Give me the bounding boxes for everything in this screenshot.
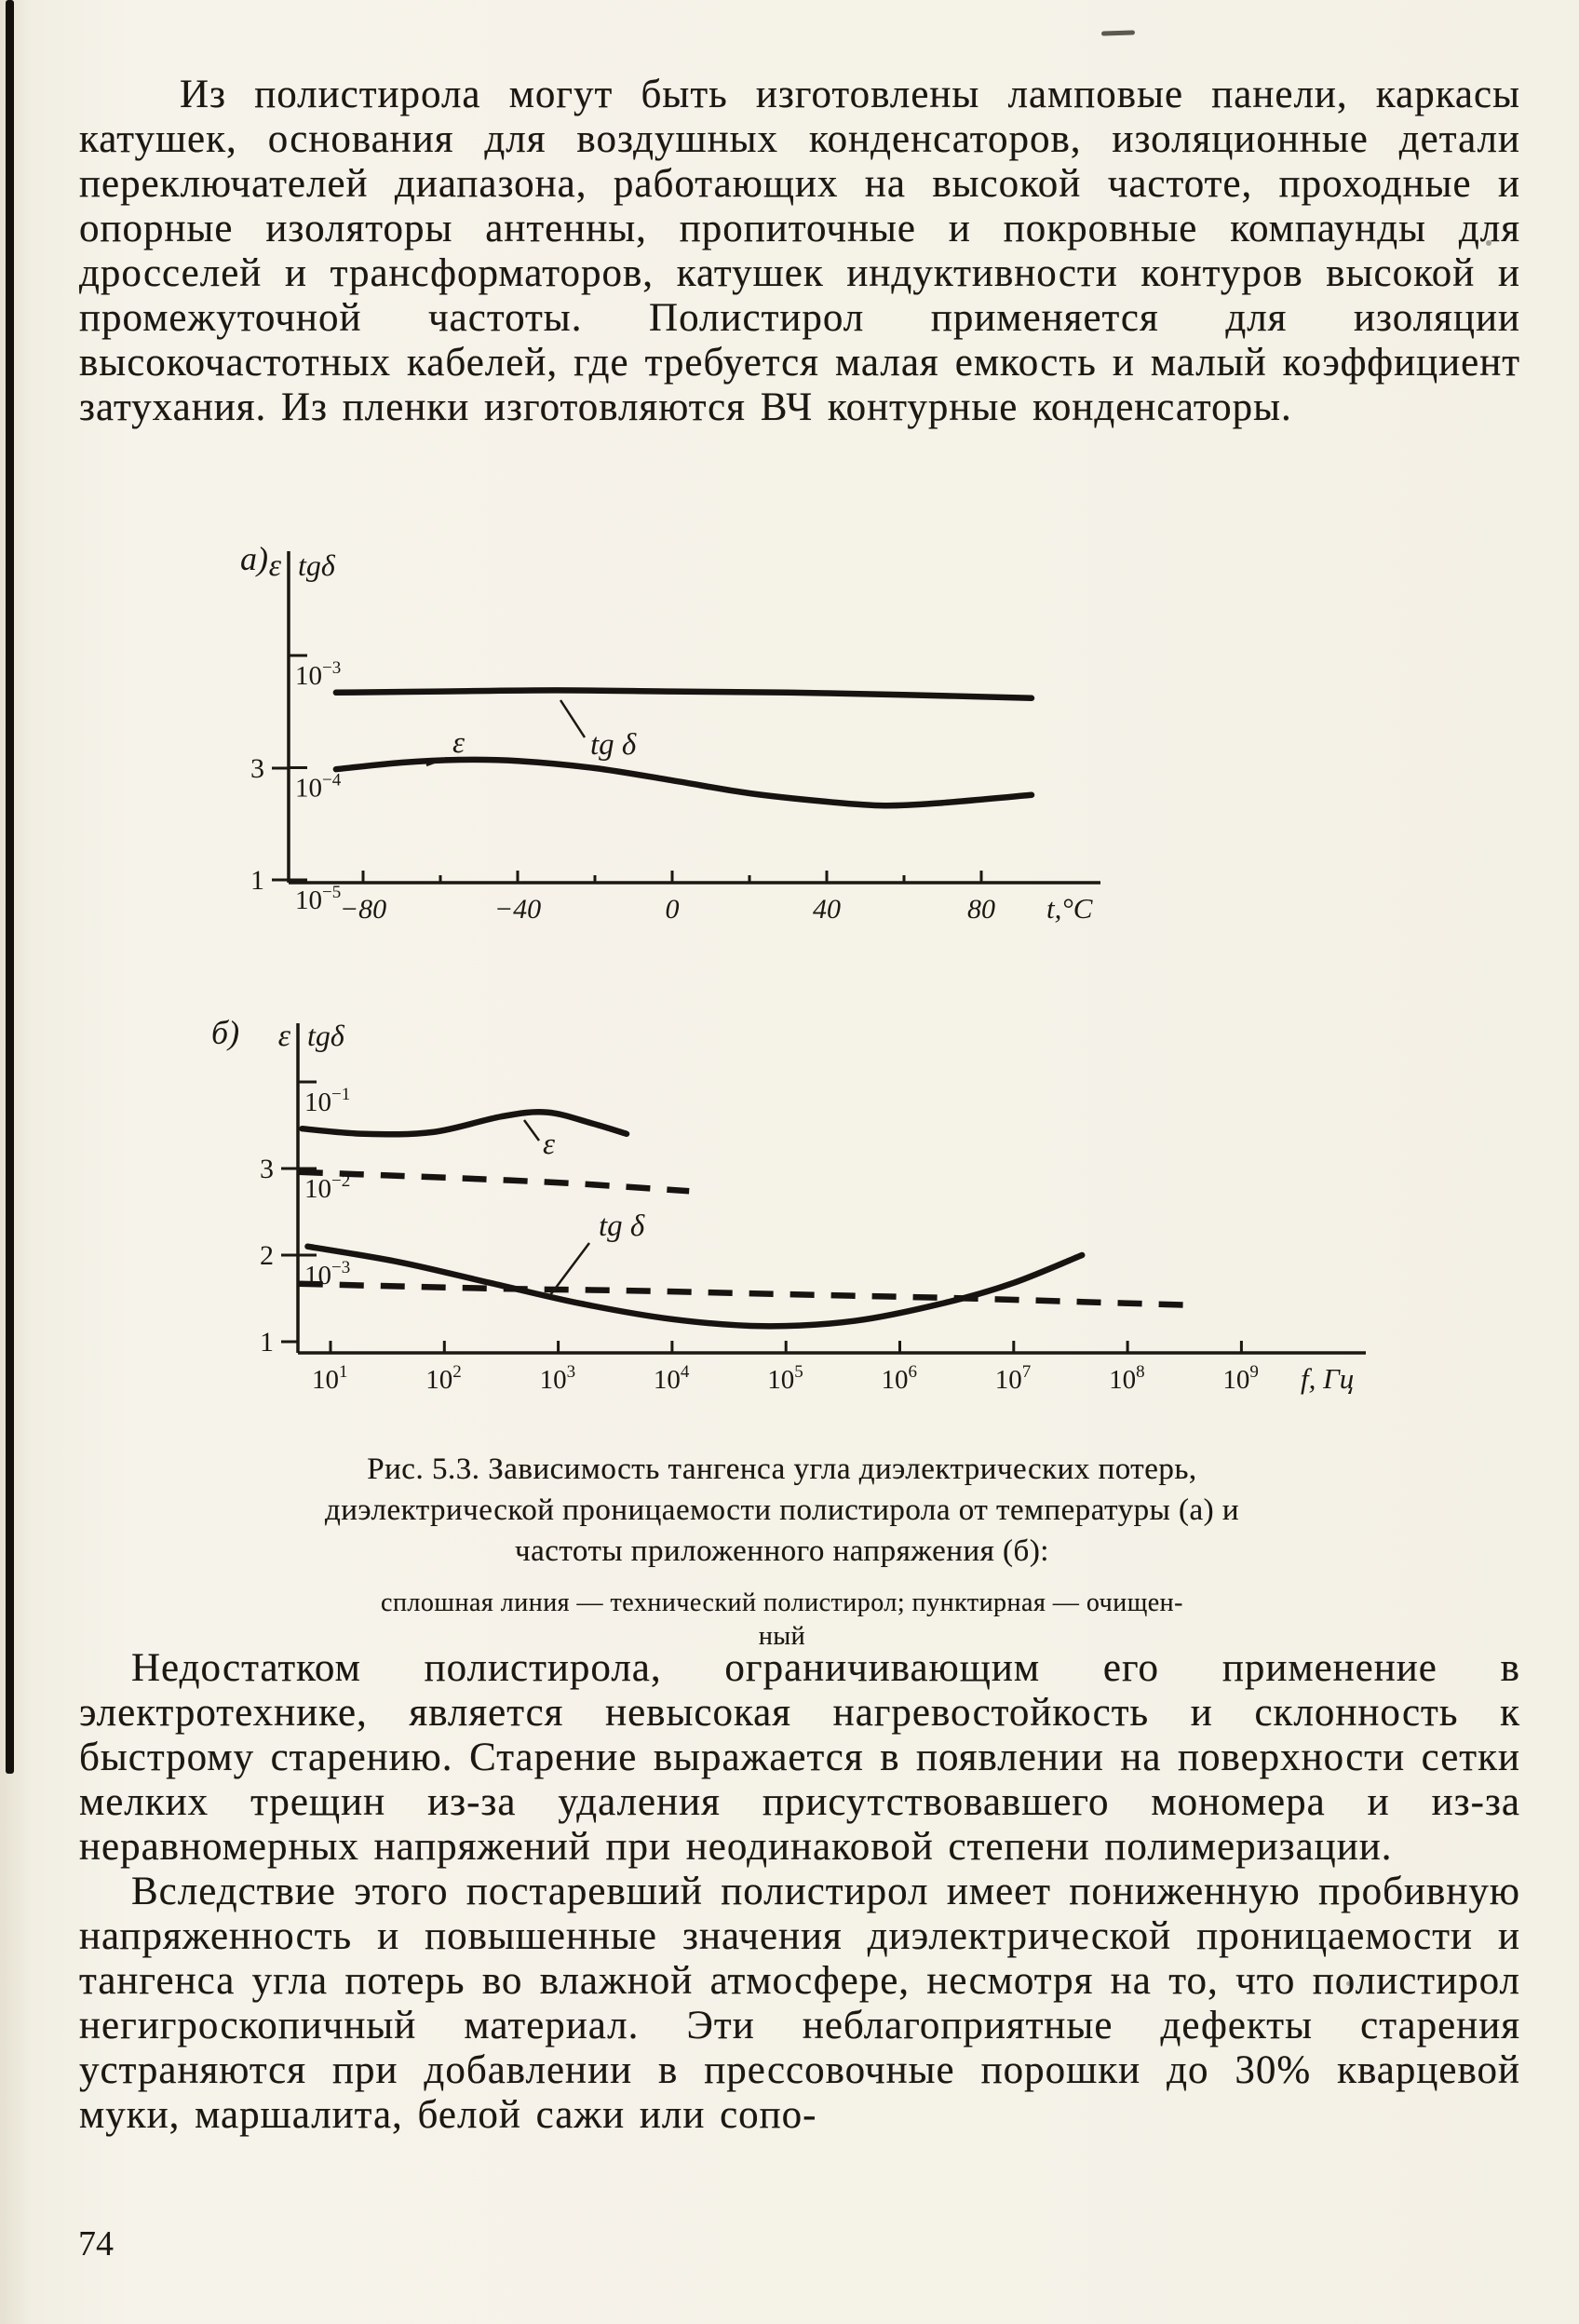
y-log-tick-label: $10^{-4}$: [295, 770, 342, 804]
curve-solid-0: [302, 1112, 627, 1134]
tg-axis-title: tgδ: [307, 1019, 344, 1052]
x-tick-label: $10^6$: [881, 1361, 917, 1395]
x-tick-label: −80: [339, 894, 387, 925]
curve-annotation: tg δ: [599, 1209, 645, 1243]
y-log-tick-label: $10^{-5}$: [295, 882, 342, 915]
x-tick-label: 0: [665, 894, 680, 925]
scan-artifact: [1346, 1981, 1351, 1986]
x-tick-label: $10^2$: [425, 1361, 462, 1395]
scan-artifact: [1101, 30, 1135, 35]
x-tick-label: $10^1$: [312, 1361, 348, 1395]
curve-annotation: ε: [452, 726, 466, 760]
y-log-tick-label: $10^{-1}$: [304, 1084, 351, 1117]
panel-label: б): [211, 1014, 240, 1051]
annotation-leader: [560, 700, 585, 737]
chart-vs-temperature: [214, 531, 1145, 940]
curve-solid-0: [336, 690, 1032, 697]
x-tick-label: $10^4$: [653, 1361, 690, 1395]
panel-label: а): [240, 540, 268, 577]
x-axis-unit: f, Гц: [1301, 1362, 1355, 1395]
y-log-tick-label: $10^{-3}$: [304, 1257, 351, 1290]
page-number: 74: [78, 2224, 114, 2263]
figure-legend-line1: сплошная линия — технический полистирол; пунктирная — очищен-: [381, 1588, 1183, 1617]
x-tick-label: 80: [967, 894, 995, 925]
curve-annotation: tg δ: [590, 728, 637, 762]
figure-caption: Рис. 5.3. Зависимость тангенса угла диэлектрических потерь, диэлектрической проницаемости полистирола от температуры (а) и частоты приложенного напряжения (б):: [324, 1452, 1240, 1568]
annotation-leader: [524, 1120, 539, 1141]
x-tick-label: 40: [813, 894, 841, 925]
x-tick-label: $10^8$: [1109, 1361, 1145, 1395]
eps-axis-title: ε: [277, 1019, 290, 1053]
paragraph-aged-properties: Вследствие этого постаревший полистирол имеет пониженную пробивную напряженность и повышенные значения диэлектрической проницаемости и тангенса угла потерь во влажной атмосфере, несмотря на то, что полистирол негигроскопичный материал. Эти неблагоприятные дефекты старения устраняются при добавлении в прессовочные порошки до 30% кварцевой муки, маршалита, белой сажи или сопо-: [79, 1870, 1520, 2137]
curve-annotation: ε: [543, 1128, 556, 1161]
x-tick-label: $10^5$: [767, 1361, 803, 1395]
x-tick-label: $10^3$: [539, 1361, 576, 1395]
chart-vs-frequency: [200, 1001, 1457, 1420]
x-tick-label: $10^7$: [994, 1361, 1032, 1395]
y-eps-tick-label: 1: [260, 1327, 274, 1358]
y-eps-tick-label: 2: [260, 1240, 274, 1271]
y-log-tick-label: $10^{-3}$: [295, 657, 342, 691]
y-eps-tick-label: 3: [250, 753, 264, 784]
figure-caption-block: [279, 1449, 1285, 1654]
x-axis-unit: t,°C: [1046, 892, 1093, 925]
y-eps-tick-label: 3: [260, 1154, 274, 1184]
y-eps-tick-label: 1: [250, 865, 264, 896]
annotation-leader: [550, 1243, 589, 1295]
curve-solid-1: [336, 760, 1032, 805]
paragraph-applications: Из полистирола могут быть изготовлены ламповые панели, каркасы катушек, основания для воздушных конденсаторов, изоляционные детали переключателей диапазона, работающих на высокой частоте, проходные и опорные изоляторы антенны, пропиточные и покровные компаунды для дросселей и трансформаторов, катушек индуктивности контуров высокой и промежуточной частоты. Полистирол применяется для изоляции высокочастотных кабелей, где требуется малая емкость и малый коэффициент затухания. Из пленки изготовляются ВЧ контурные конденсаторы.: [79, 73, 1520, 429]
curve-dashed-1: [299, 1172, 689, 1192]
figure-legend-line2: ный: [758, 1622, 806, 1651]
body-text-block: [79, 1646, 1520, 2138]
paragraph-aging: Недостатком полистирола, ограничивающим его применение в электротехнике, является невысокая нагревостойкость и склонность к быстрому старению. Старение выражается в появлении на поверхности сетки мелких трещин из-за удаления присутствовавшего мономера и из-за неравномерных напряжений при неодинаковой степени полимеризации.: [79, 1646, 1520, 1869]
scan-artifact: [1486, 240, 1491, 246]
x-tick-label: $10^9$: [1222, 1361, 1259, 1395]
tg-axis-title: tgδ: [298, 548, 335, 582]
eps-axis-title: ε: [268, 548, 281, 583]
binding-edge-line: [6, 0, 14, 1774]
curve-dashed-3: [299, 1284, 1196, 1305]
x-tick-label: −40: [493, 894, 542, 925]
y-log-tick-label: $10^{-2}$: [304, 1170, 351, 1204]
